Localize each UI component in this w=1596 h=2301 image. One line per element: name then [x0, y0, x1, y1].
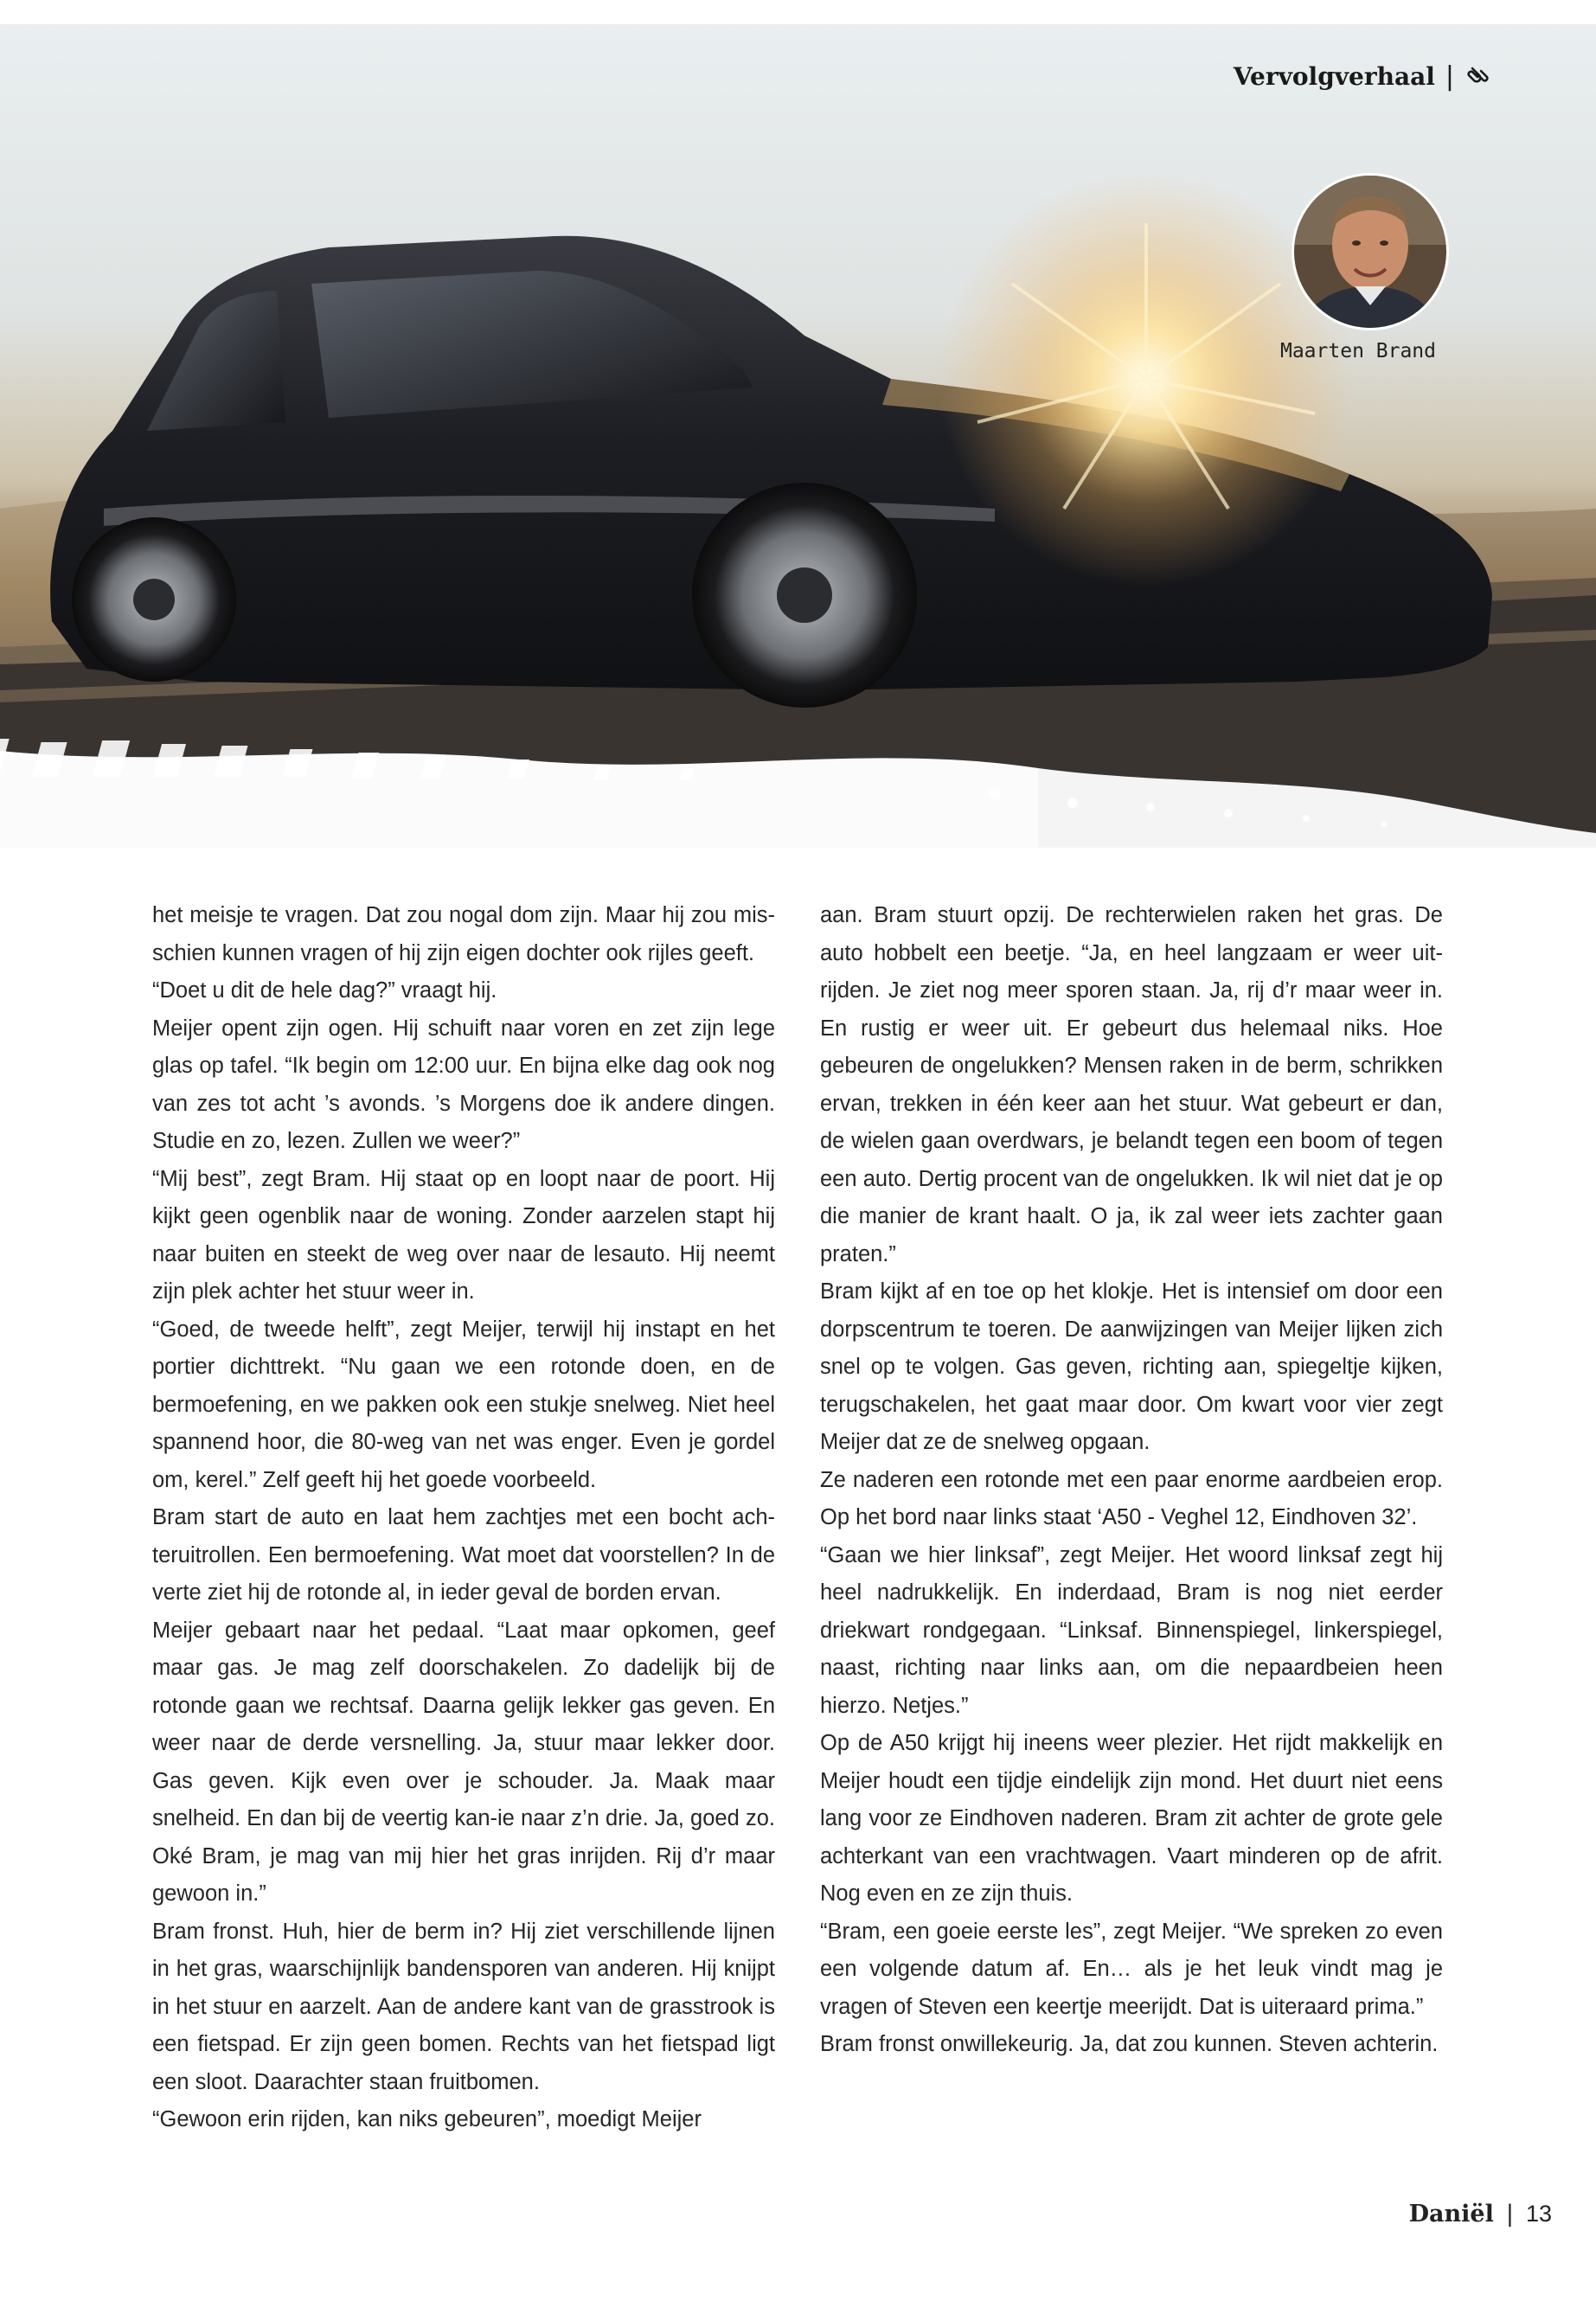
car-photo-illustration: [0, 24, 1596, 848]
paragraph: Op de A50 krijgt hij ineens weer plezier. Het rijdt makkelijk en Meijer houdt een tijdje eindelijk zijn mond. Het duurt niet eens lang voor ze Eindhoven naderen. Bram zit achter de grote gele achterkant van een vrachtwagen. Vaart minderen op de afrit. Nog even en ze zijn thuis.: [820, 1731, 1443, 1906]
footer-separator: |: [1505, 2200, 1514, 2227]
paragraph: aan. Bram stuurt opzij. De rechterwielen raken het gras. De auto hobbelt een beetje. “Ja, en heel langzaam er weer uitrijden. Je ziet nog meer sporen staan. Ja, rij d’r maar weer in. En rustig er weer uit. Er gebeurt dus helemaal niks. Hoe gebeuren de ongelukken? Mensen raken in de berm, schrikken ervan, trekken in één keer aan het stuur. Wat gebeurt er dan, de wielen gaan overdwars, je belandt tegen een boom of tegen een auto. Dertig procent van de ongelukken. Ik wil niet dat je op die manier de krant haalt. O ja, ik zal weer iets zachter gaan praten.”: [820, 903, 1443, 1266]
paragraph: Ze naderen een rotonde met een paar enorme aardbeien erop. Op het bord naar links staat ‘A50 - Veghel 12, Eindhoven 32’.: [820, 1467, 1443, 1529]
paragraph: “Doet u dit de hele dag?” vraagt hij.: [152, 978, 497, 1003]
hero-photo: [0, 24, 1596, 848]
paragraph: “Mij best”, zegt Bram. Hij staat op en loopt naar de poort. Hij kijkt geen ogenblik naar de woning. Zonder aarzelen stapt hij naar buiten en steekt de weg over naar de lesauto. Hij neemt zijn plek achter het stuur weer in.: [152, 1166, 775, 1304]
text-column-right: [820, 897, 1443, 2064]
paragraph: Meijer opent zijn ogen. Hij schuift naar voren en zet zijn lege glas op tafel. “Ik begin om 12:00 uur. En bijna elke dag ook nog van zes tot acht ’s avonds. ’s Morgens doe ik andere dingen. Studie en zo, lezen. Zullen we weer?”: [152, 1016, 775, 1153]
page-number: 13: [1525, 2200, 1552, 2227]
paragraph: Bram fronst. Huh, hier de berm in? Hij ziet verschillende lijnen in het gras, waarschijnlijk bandensporen van anderen. Hij knijpt in het stuur en aarzelt. Aan de andere kant van de grasstrook is een fietspad. Er zijn geen bomen. Rechts van het fietspad ligt een sloot. Daarachter staan fruitbomen.: [152, 1919, 775, 2094]
author-name: Maarten Brand: [1279, 340, 1436, 362]
section-separator: |: [1445, 61, 1454, 92]
text-column-left: [152, 897, 775, 2139]
paragraph: het meisje te vragen. Dat zou nogal dom zijn. Maar hij zou misschien kunnen vragen of hij zijn eigen dochter ook rijles geeft.: [152, 903, 775, 965]
paragraph: Meijer gebaart naar het pedaal. “Laat maar opkomen, geef maar gas. Je mag zelf doorschakelen. Zo dadelijk bij de rotonde gaan we rechtsaf. Daarna gelijk lekker gas geven. En weer naar de derde versnelling. Ja, stuur maar lekker door. Gas geven. Kijk even over je schouder. Ja. Maak maar snelheid. En dan bij de veertig kan-ie naar z’n drie. Ja, goed zo. Oké Bram, je mag van mij hier het gras inrijden. Rij d’r maar gewoon in.”: [152, 1618, 775, 1906]
paragraph: “Goed, de tweede helft”, zegt Meijer, terwijl hij instapt en het portier dichttrekt. “Nu gaan we een rotonde doen, en de bermoefening, en we pakken ook een stukje snelweg. Niet heel spannend hoor, die 80-weg van net was enger. Even je gordel om, kerel.” Zelf geeft hij het goede voorbeeld.: [152, 1317, 775, 1492]
paragraph: Bram kijkt af en toe op het klokje. Het is intensief om door een dorpscentrum te toeren. De aanwijzingen van Meijer lijken zich snel op te volgen. Gas geven, richting aan, spiegeltje kijken, terugschakelen, het gaat maar door. Om kwart voor vier zegt Meijer dat ze de snelweg opgaan.: [820, 1279, 1443, 1454]
paragraph: “Bram, een goeie eerste les”, zegt Meijer. “We spreken zo even een volgende datum af. En… als je het leuk vindt mag je vragen of Steven een keertje meerijdt. Dat is uiteraard prima.”: [820, 1919, 1443, 2019]
paragraph: Bram fronst onwillekeurig. Ja, dat zou kunnen. Steven achterin.: [820, 2032, 1439, 2056]
page-footer: [1409, 2197, 1552, 2230]
paragraph: Bram start de auto en laat hem zachtjes met een bocht achteruitrollen. Een bermoefening. Wat moet dat voorstellen? In de verte ziet hij de rotonde al, in ieder geval de borden ervan.: [152, 1505, 775, 1605]
author-avatar: [1292, 173, 1449, 330]
section-label: [1234, 59, 1490, 93]
paragraph: “Gaan we hier linksaf”, zegt Meijer. Het woord linksaf zegt hij heel nadrukkelijk. En inderdaad, Bram is nog niet eerder driekwart rondgegaan. “Linksaf. Binnenspiegel, linkerspiegel, naast, richting naar links aan, om die nepaardbeien heen hierzo. Netjes.”: [820, 1542, 1443, 1718]
paperclip-link-icon: [1465, 63, 1490, 89]
paragraph: “Gewoon erin rijden, kan niks gebeuren”, moedigt Meijer: [152, 2107, 702, 2131]
magazine-name: Daniël: [1408, 2200, 1494, 2227]
section-title: Vervolgverhaal: [1233, 61, 1435, 91]
